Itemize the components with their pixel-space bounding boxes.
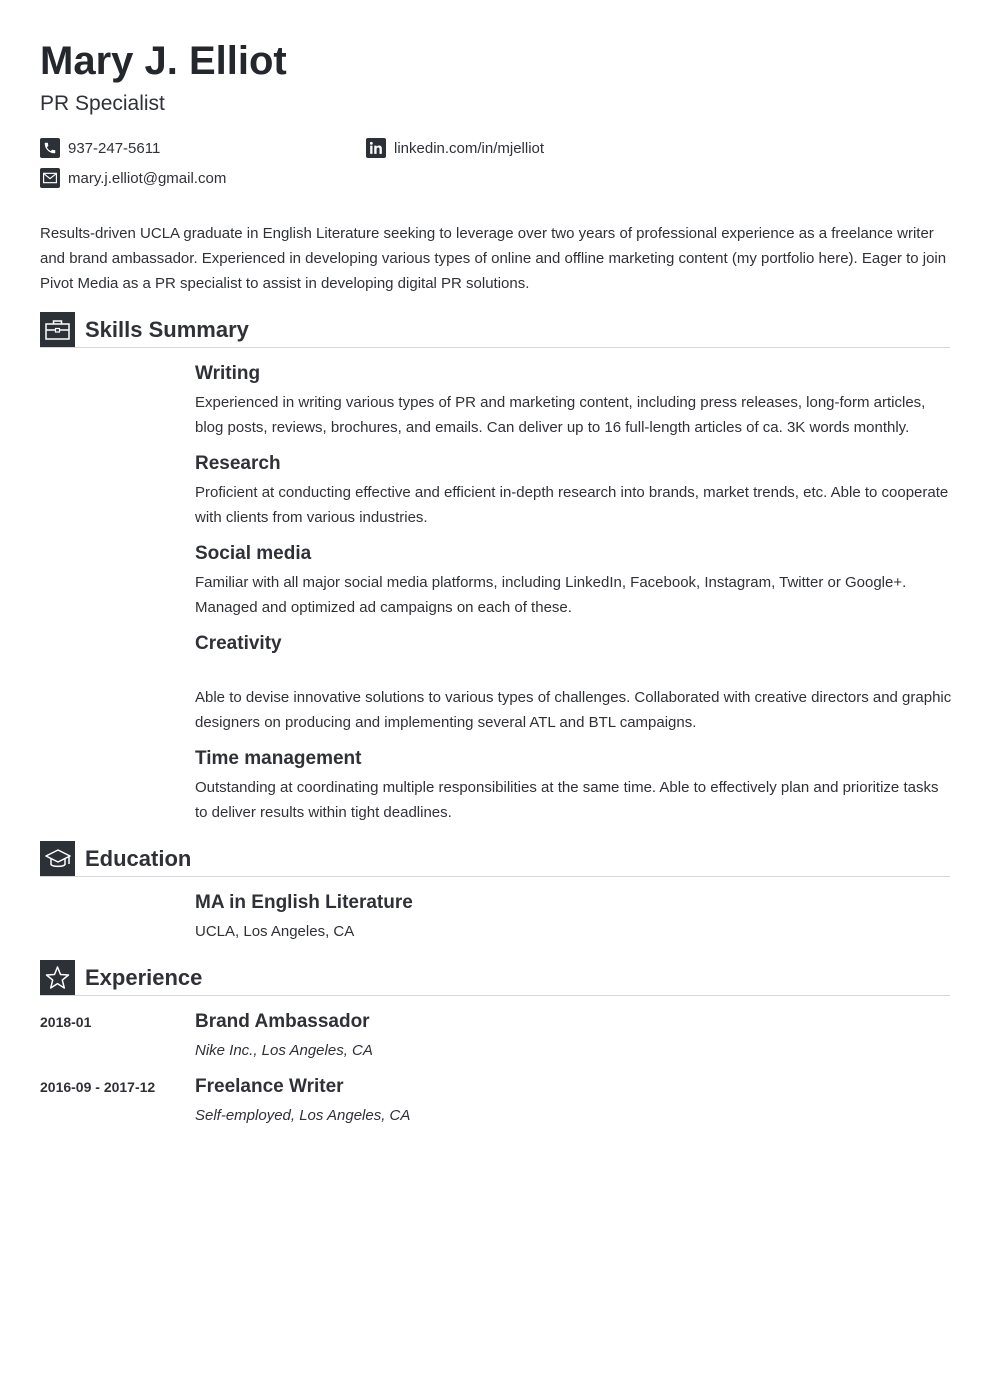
experience-date: 2016-09 - 2017-12 <box>40 1079 156 1095</box>
skill-title: Time management <box>195 748 362 769</box>
contact-phone[interactable] <box>40 138 160 158</box>
linkedin-icon <box>366 138 386 158</box>
skill-title: Writing <box>195 363 261 384</box>
contact-email[interactable] <box>40 168 226 188</box>
education-school: UCLA, Los Angeles, CA <box>195 923 355 940</box>
experience-role: Freelance Writer <box>195 1076 344 1097</box>
graduation-cap-icon <box>40 841 75 876</box>
section-education-header <box>40 841 950 877</box>
email-icon <box>40 168 60 188</box>
experience-role: Brand Ambassador <box>195 1011 370 1032</box>
profile-summary: Results-driven UCLA graduate in English Literature seeking to leverage over two years of professional experience as a freelance writer and brand ambassador. Experienced in developing various types of online and offline marketing content (my portfolio here). Eager to join Pivot Media as a PR specialist to assist in developing digital PR solutions. <box>40 225 947 292</box>
job-title: PR Specialist <box>40 92 165 115</box>
section-skills-title: Skills Summary <box>85 317 249 342</box>
email-text: mary.j.elliot@gmail.com <box>68 169 227 187</box>
linkedin-text: linkedin.com/in/mjelliot <box>394 139 545 157</box>
candidate-name: Mary J. Elliot <box>40 39 287 83</box>
contact-linkedin[interactable] <box>366 138 544 158</box>
experience-company: Self-employed, Los Angeles, CA <box>195 1107 411 1124</box>
education-degree: MA in English Literature <box>195 892 413 913</box>
section-education-title: Education <box>85 846 192 871</box>
section-skills-header <box>40 312 950 348</box>
section-experience-title: Experience <box>85 965 203 990</box>
skill-description: Outstanding at coordinating multiple responsibilities at the same time. Able to effectively plan and prioritize tasks to deliver results within tight deadlines. <box>195 779 939 821</box>
experience-date: 2018-01 <box>40 1014 92 1030</box>
skill-description: Experienced in writing various types of PR and marketing content, including press releases, long-form articles, blog posts, reviews, brochures, and emails. Can deliver up to 16 full-length articles of ca. 3K words monthly. <box>195 394 926 436</box>
skill-title: Social media <box>195 543 312 564</box>
skill-description: Proficient at conducting effective and efficient in-depth research into brands, market trends, etc. Able to cooperate with clients from various industries. <box>195 484 949 526</box>
experience-company: Nike Inc., Los Angeles, CA <box>195 1042 373 1059</box>
briefcase-icon <box>40 312 75 347</box>
skill-description: Able to devise innovative solutions to various types of challenges. Collaborated with creative directors and graphic designers on producing and implementing several ATL and BTL campaigns. <box>195 689 952 731</box>
skill-description: Familiar with all major social media platforms, including LinkedIn, Facebook, Instagram, Twitter or Google+. Managed and optimized ad campaigns on each of these. <box>195 574 907 616</box>
skill-title: Research <box>195 453 281 474</box>
star-icon <box>40 960 75 995</box>
phone-text: 937-247-5611 <box>68 139 161 157</box>
phone-icon <box>40 138 60 158</box>
section-experience-header <box>40 960 950 996</box>
skill-title: Creativity <box>195 633 282 654</box>
